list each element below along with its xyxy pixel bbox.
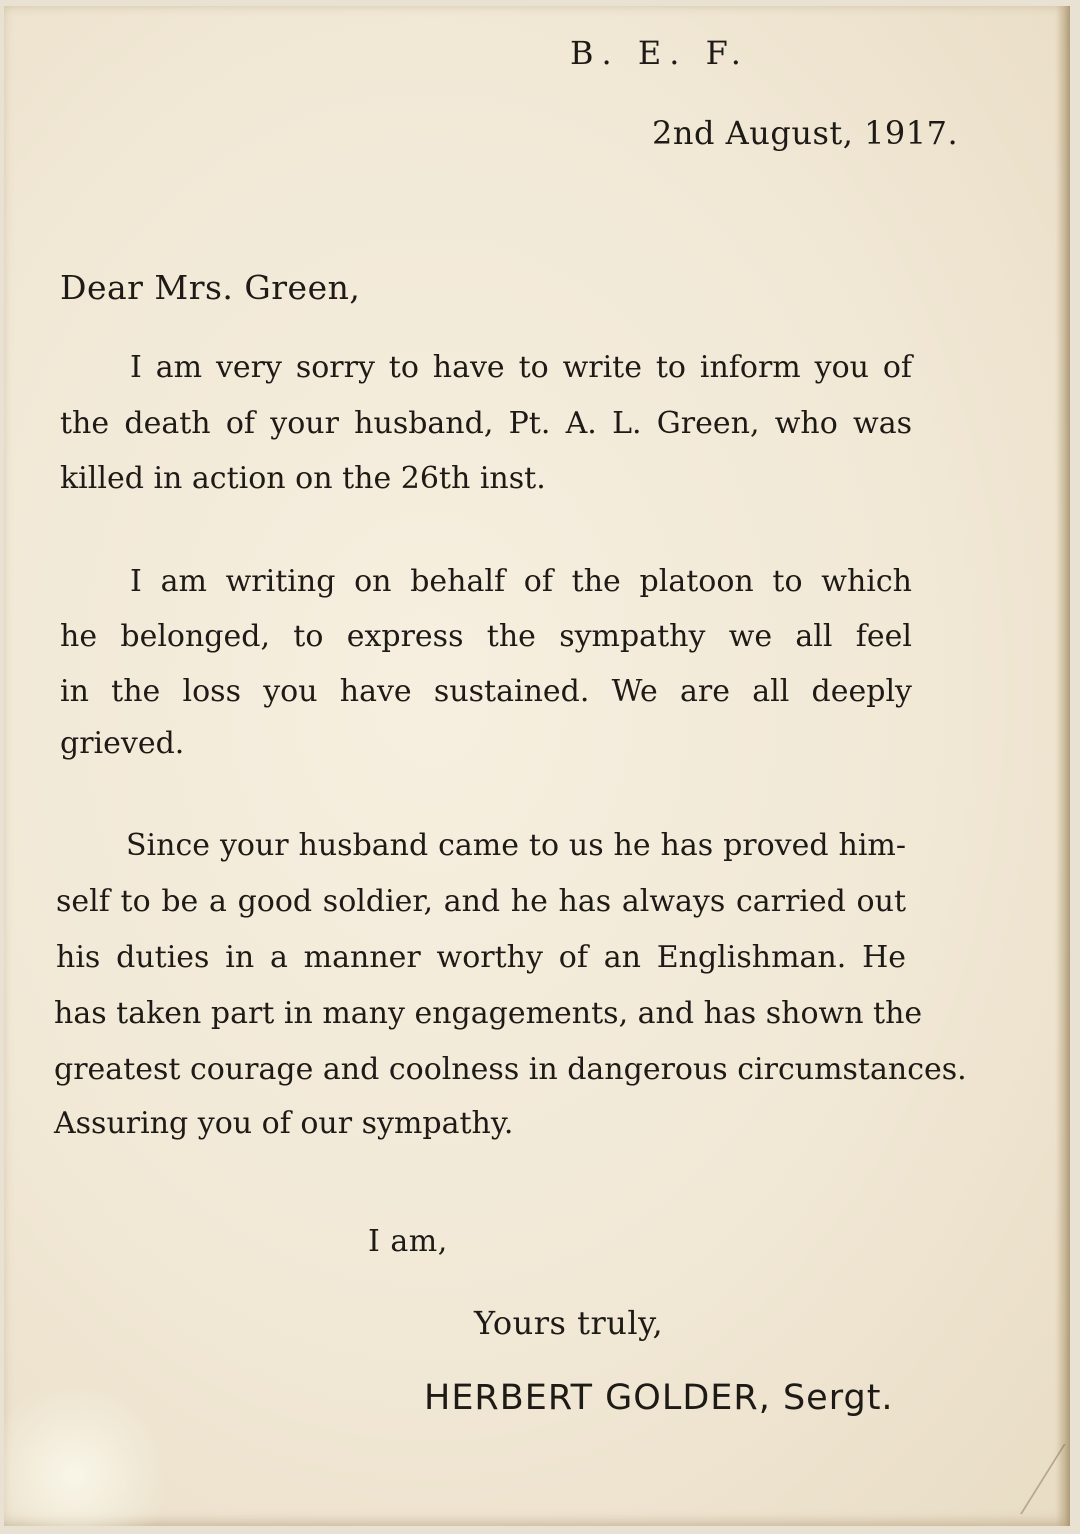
paragraph-line: grieved. (60, 726, 185, 761)
paragraph-line: self to be a good soldier, and he has always carried out (56, 884, 906, 919)
letter-page (4, 6, 1070, 1526)
paragraph-line: has taken part in many engagements, and has shown the (54, 996, 923, 1031)
letter-date: 2nd August, 1917. (652, 114, 959, 152)
complimentary-close: Yours truly, (474, 1304, 664, 1342)
paragraph-line: I am very sorry to have to write to inform you of (130, 350, 912, 385)
paper-edge-shadow (1056, 6, 1070, 1526)
paper-stain (4, 1386, 174, 1526)
closing-phrase: I am, (368, 1224, 448, 1259)
paragraph-line: I am writing on behalf of the platoon to which (130, 564, 912, 599)
signature-name: HERBERT GOLDER, Sergt. (424, 1378, 894, 1418)
paper-fold-mark (1020, 1444, 1070, 1514)
paragraph-line: in the loss you have sustained. We are all deeply (60, 674, 912, 709)
paragraph-line: killed in action on the 26th inst. (60, 461, 546, 496)
letter-header: B. E. F. (570, 34, 749, 72)
paragraph-line: his duties in a manner worthy of an Englishman. He (56, 940, 906, 975)
paragraph-line: Since your husband came to us he has proved him- (126, 828, 906, 863)
paragraph-line: greatest courage and coolness in dangerous circumstances. (54, 1052, 967, 1087)
salutation: Dear Mrs. Green, (60, 268, 361, 307)
paragraph-line: Assuring you of our sympathy. (54, 1106, 514, 1141)
paragraph-line: the death of your husband, Pt. A. L. Green, who was (60, 406, 912, 441)
paragraph-line: he belonged, to express the sympathy we all feel (60, 619, 912, 654)
